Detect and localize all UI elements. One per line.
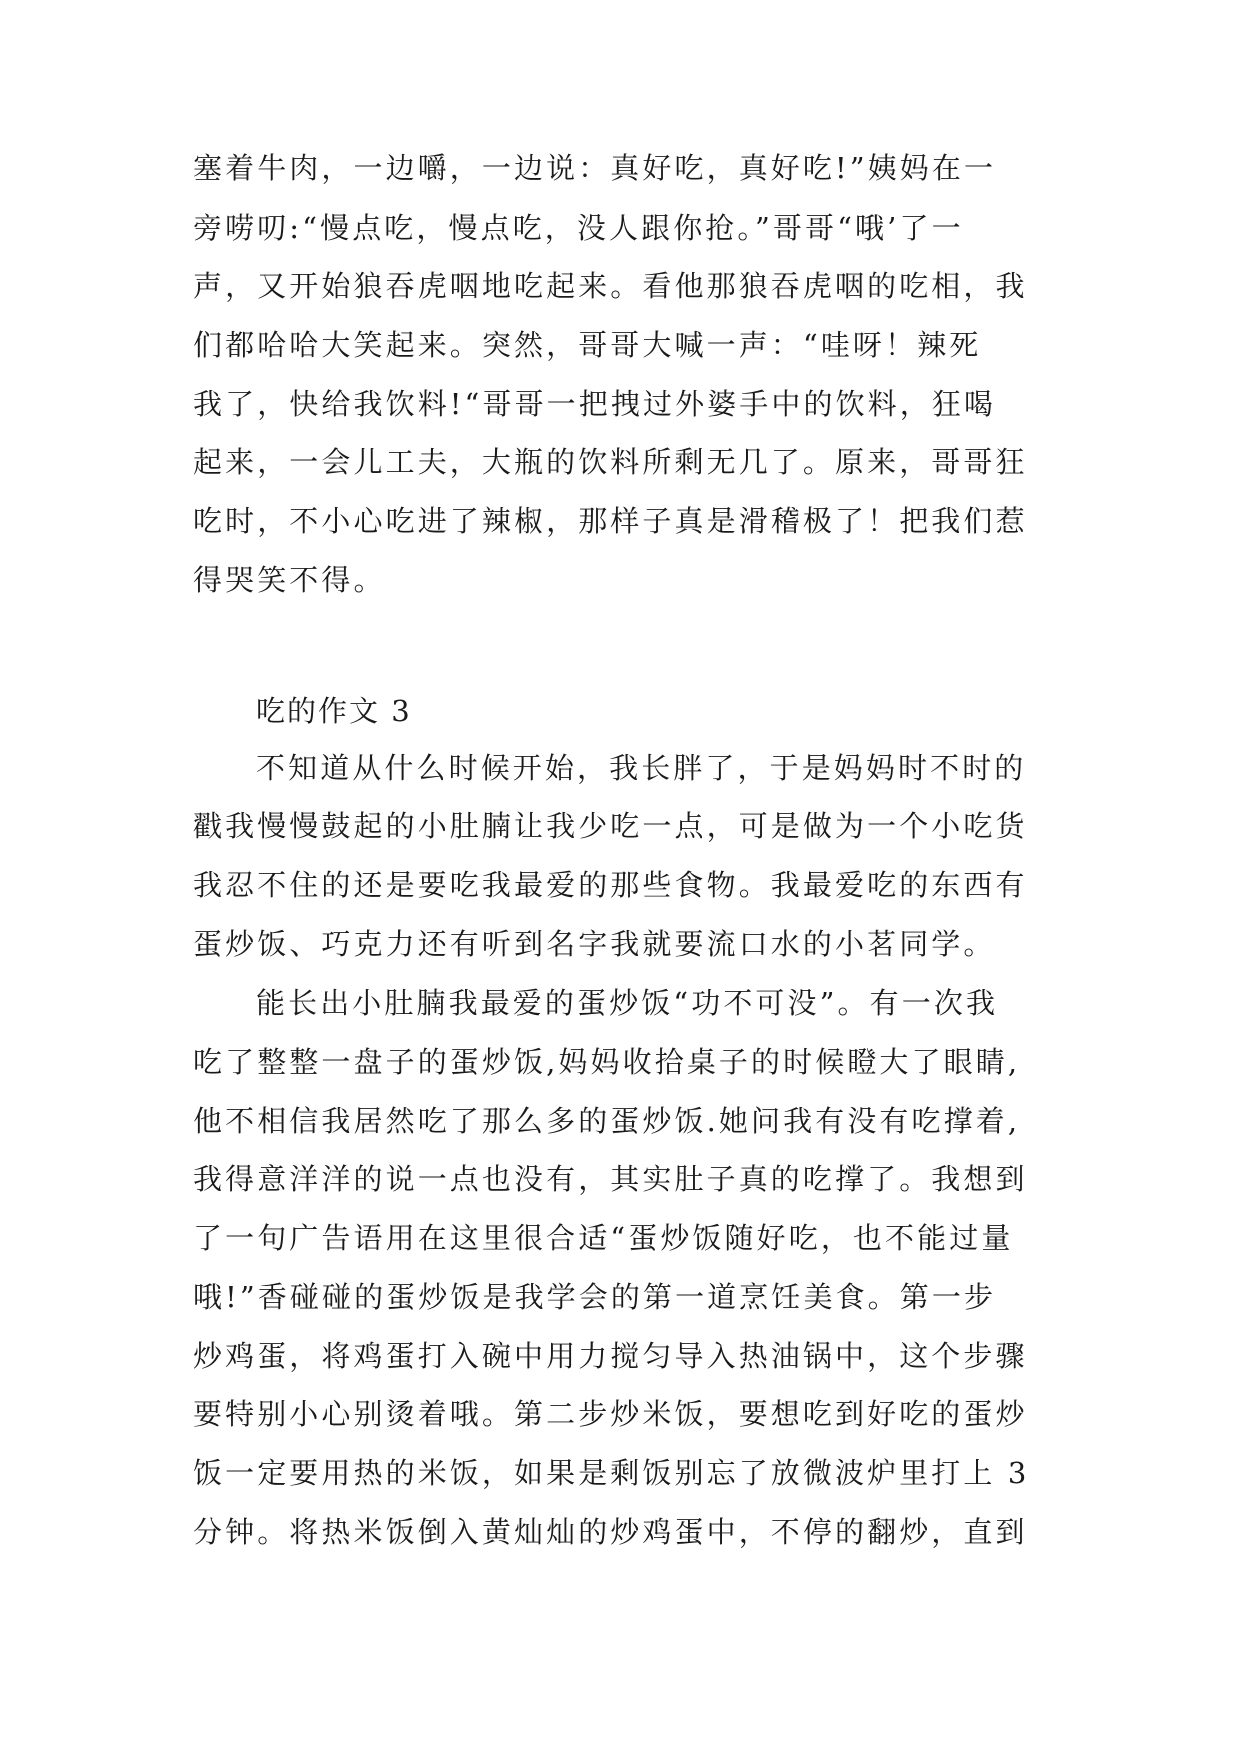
para2-line: 戳我慢慢鼓起的小肚腩让我少吃一点，可是做为一个小吃货: [193, 809, 1028, 843]
para3-line: 了一句广告语用在这里很合适“蛋炒饭随好吃，也不能过量: [193, 1221, 1014, 1255]
para2-line: 不知道从什么时候开始，我长胖了，于是妈妈时不时的: [256, 751, 1027, 785]
para3-line: 哦!”香碰碰的蛋炒饭是我学会的第一道烹饪美食。第一步: [193, 1280, 997, 1314]
para3-line: 他不相信我居然吃了那么多的蛋炒饭.她问我有没有吃撑着,: [193, 1104, 1021, 1138]
para1-line: 们都哈哈大笑起来。突然，哥哥大喊一声：“哇呀！辣死: [193, 328, 982, 362]
para3-line: 饭一定要用热的米饭，如果是剩饭别忘了放微波炉里打上 3: [193, 1456, 1030, 1490]
para2-line: 蛋炒饭、巧克力还有听到名字我就要流口水的小茗同学。: [193, 927, 996, 961]
para3-line: 要特别小心别烫着哦。第二步炒米饭，要想吃到好吃的蛋炒: [193, 1397, 1028, 1431]
para2-line: 我忍不住的还是要吃我最爱的那些食物。我最爱吃的东西有: [193, 868, 1028, 902]
para1-line: 旁唠叨:“慢点吃，慢点吃，没人跟你抢。”哥哥“哦’了一: [193, 211, 964, 245]
para1-line: 声，又开始狼吞虎咽地吃起来。看他那狼吞虎咽的吃相，我: [193, 269, 1028, 303]
para1-line: 起来，一会儿工夫，大瓶的饮料所剩无几了。原来，哥哥狂: [193, 445, 1028, 479]
para3-line: 分钟。将热米饭倒入黄灿灿的炒鸡蛋中，不停的翻炒，直到: [193, 1515, 1028, 1549]
para3-line: 吃了整整一盘子的蛋炒饭,妈妈收拾桌子的时候瞪大了眼睛,: [193, 1045, 1021, 1079]
para3-line: 能长出小肚腩我最爱的蛋炒饭“功不可没”。有一次我: [256, 986, 999, 1020]
para1-line: 我了，快给我饮料!“哥哥一把拽过外婆手中的饮料，狂喝: [193, 387, 997, 421]
para1-line: 得哭笑不得。: [193, 563, 386, 597]
para1-line: 塞着牛肉，一边嚼，一边说：真好吃，真好吃!”姨妈在一: [193, 151, 997, 185]
para3-line: 我得意洋洋的说一点也没有，其实肚子真的吃撑了。我想到: [193, 1162, 1028, 1196]
para1-line: 吃时，不小心吃进了辣椒，那样子真是滑稽极了！把我们惹: [193, 504, 1028, 538]
para3-line: 炒鸡蛋，将鸡蛋打入碗中用力搅匀导入热油锅中，这个步骤: [193, 1339, 1028, 1373]
section-title: 吃的作文 3: [256, 694, 412, 728]
